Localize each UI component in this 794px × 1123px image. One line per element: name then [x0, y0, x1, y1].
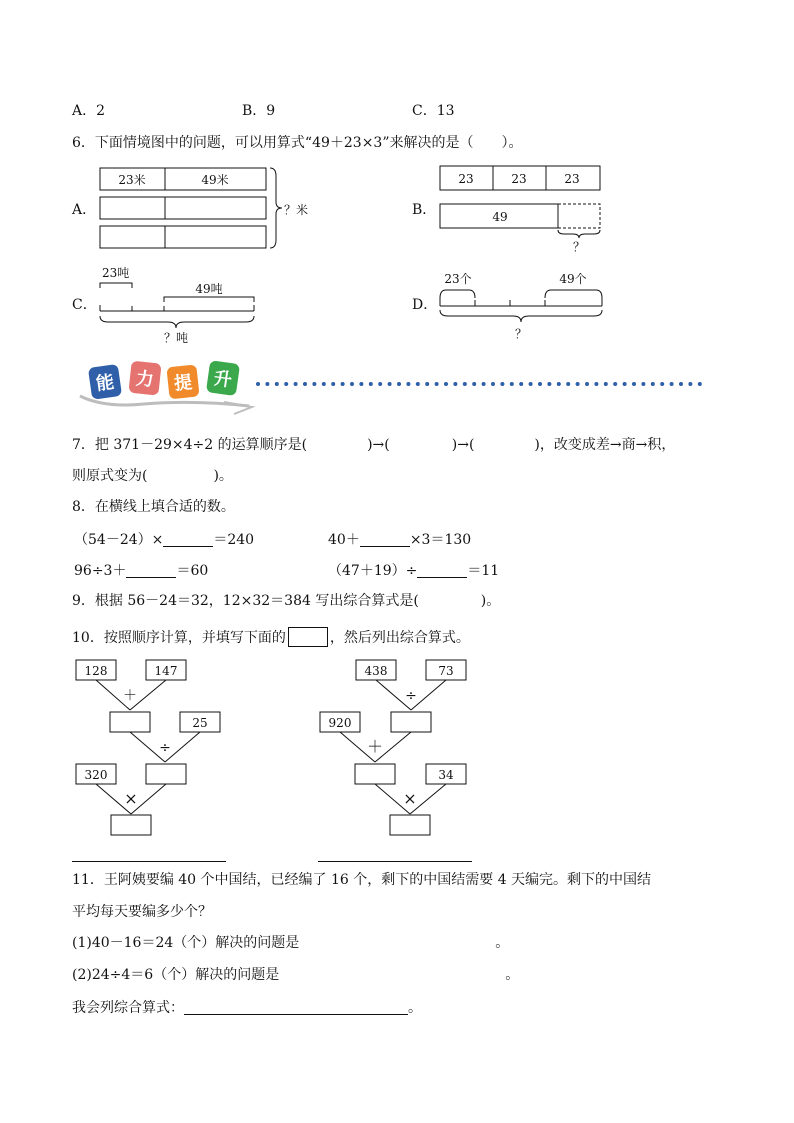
- q6-label-a[interactable]: A．: [72, 202, 97, 218]
- right-n2: 73: [438, 664, 454, 678]
- banner-dot: [303, 382, 307, 386]
- q11-part3: [72, 1000, 422, 1015]
- banner-dot: [585, 382, 589, 386]
- q10-box-symbol: [288, 627, 328, 647]
- b-top-3: 23: [564, 172, 580, 186]
- c-label: 49吨: [195, 282, 223, 296]
- q11-part1: [72, 936, 509, 950]
- banner-dot: [444, 382, 448, 386]
- banner-dot: [472, 382, 476, 386]
- q10-tree-right: [314, 656, 504, 841]
- b-question: ？: [572, 240, 586, 254]
- ability-banner: [74, 356, 714, 416]
- q11-part2-end: 。: [505, 967, 520, 983]
- d-total: ？: [514, 327, 528, 341]
- left-op1: ＋: [123, 688, 137, 704]
- q6-label-d[interactable]: D．: [412, 297, 438, 313]
- banner-tile-2: [128, 361, 161, 396]
- right-n3: 920: [328, 716, 352, 730]
- right-n1: 438: [364, 664, 388, 678]
- b-top-1: 23: [458, 172, 474, 186]
- q8-eq-3: [74, 563, 208, 578]
- q11-part2: [72, 968, 519, 982]
- q11-answer-line[interactable]: [184, 1000, 408, 1015]
- banner-dot: [331, 382, 335, 386]
- banner-dot: [463, 382, 467, 386]
- q5-option-c[interactable]: C．13: [412, 103, 455, 119]
- q7-text-a: 7．把 371－29×4÷2 的运算顺序是(: [72, 437, 308, 453]
- q8-eq-1-right: ＝240: [213, 532, 255, 548]
- right-op2: ＋: [366, 737, 384, 756]
- q8-eq-3-left: 96÷3＋: [74, 563, 127, 579]
- q7-text-c: 则原式变为(: [72, 468, 148, 484]
- q8-eq-2-right: ×3＝130: [409, 532, 472, 548]
- q11-line2: 平均每天要编多少个？: [72, 904, 212, 920]
- q8-eq-1-left: （54－24）×: [74, 532, 164, 548]
- q5-option-a[interactable]: A．2: [72, 103, 106, 119]
- banner-dot: [294, 382, 298, 386]
- q8-eq-2: [328, 532, 471, 547]
- banner-dot: [388, 382, 392, 386]
- banner-dot: [359, 382, 363, 386]
- banner-dot: [510, 382, 514, 386]
- left-n1: 128: [84, 664, 108, 678]
- svg-text:力: 力: [134, 368, 155, 391]
- q8-eq-1: [74, 532, 254, 547]
- banner-dot: [519, 382, 523, 386]
- banner-dot: [284, 382, 288, 386]
- q11-part3-end: 。: [408, 1000, 422, 1016]
- a-total: ？米: [284, 203, 309, 217]
- q6-diagram-b: [436, 162, 606, 256]
- q11-line1: 11．王阿姨要编 40 个中国结，已经编了 16 个，剩下的中国结需要 4 天编完。剩下的中国结: [72, 872, 652, 888]
- q8-blank-2[interactable]: [360, 532, 410, 547]
- q8-eq-4-right: ＝11: [467, 563, 500, 579]
- q10-answer-line-left[interactable]: [72, 860, 226, 862]
- q8-eq-4: [328, 563, 499, 578]
- right-op3: ×: [403, 789, 417, 808]
- c-total: ？吨: [163, 331, 189, 345]
- q7-text-d: )。: [213, 468, 233, 484]
- q8-eq-3-right: ＝60: [176, 563, 209, 579]
- banner-dot: [350, 382, 354, 386]
- left-op3: ×: [124, 789, 138, 808]
- banner-dot: [547, 382, 551, 386]
- q11-part3-text: 我会列综合算式：: [72, 1000, 184, 1016]
- banner-dot: [275, 382, 279, 386]
- banner-dot: [322, 382, 326, 386]
- q11-part1-end: 。: [495, 935, 510, 951]
- banner-dot: [491, 382, 495, 386]
- a-cell-23: 23米: [118, 173, 146, 187]
- right-n4: 34: [438, 768, 454, 782]
- left-op2: ÷: [159, 740, 171, 756]
- banner-dot: [604, 382, 608, 386]
- q10-line: [72, 627, 470, 647]
- banner-dot: [482, 382, 486, 386]
- banner-dot: [369, 382, 373, 386]
- banner-dot: [453, 382, 457, 386]
- svg-text:能: 能: [94, 371, 116, 395]
- banner-dot: [632, 382, 636, 386]
- q11-part2-text: (2)24÷4＝6（个）解决的问题是: [72, 967, 280, 983]
- banner-dot: [623, 382, 627, 386]
- banner-dot: [698, 382, 702, 386]
- left-n2: 147: [154, 664, 178, 678]
- q8-eq-4-left: （47＋19）÷: [328, 563, 418, 579]
- q7-text-b: )，改变成差→商→积，: [534, 437, 676, 453]
- banner-dot: [500, 382, 504, 386]
- banner-dotted-line: [256, 382, 702, 386]
- q6-diagram-c: [94, 258, 264, 348]
- c-segment: 23吨: [102, 266, 130, 280]
- q10-text-a: 10．按照顺序计算，并填写下面的: [72, 630, 286, 646]
- banner-dot: [613, 382, 617, 386]
- svg-text:升: 升: [212, 367, 234, 392]
- a-cell-49: 49米: [201, 173, 229, 187]
- q7-arrow-1: )→(: [367, 437, 390, 453]
- banner-dot: [641, 382, 645, 386]
- banner-dot: [688, 382, 692, 386]
- b-top-2: 23: [511, 172, 527, 186]
- banner-dot: [341, 382, 345, 386]
- banner-dot: [378, 382, 382, 386]
- banner-dot: [425, 382, 429, 386]
- d-left: 23个: [444, 272, 472, 286]
- q9-text-b: )。: [480, 593, 501, 609]
- q8-blank-1[interactable]: [163, 532, 213, 547]
- right-op1: ÷: [405, 688, 417, 704]
- q8-stem: 8．在横线上填合适的数。: [72, 499, 235, 515]
- banner-dot: [651, 382, 655, 386]
- q8-eq-2-left: 40＋: [328, 532, 360, 548]
- q6-diagram-d: [436, 262, 608, 344]
- banner-dot: [529, 382, 533, 386]
- banner-tile-3: [166, 364, 199, 399]
- left-n3: 25: [192, 716, 208, 730]
- banner-dot: [538, 382, 542, 386]
- banner-dot: [576, 382, 580, 386]
- banner-dot: [660, 382, 664, 386]
- banner-dot: [679, 382, 683, 386]
- q7-arrow-2: )→(: [451, 437, 475, 453]
- q7-line1: [72, 438, 675, 452]
- left-n4: 320: [84, 768, 108, 782]
- q10-answer-line-right[interactable]: [318, 860, 472, 862]
- banner-dot: [397, 382, 401, 386]
- q7-line2: [72, 469, 233, 483]
- b-bottom: 49: [492, 210, 508, 224]
- q8-blank-3[interactable]: [126, 563, 176, 578]
- q6-label-c[interactable]: C．: [72, 297, 97, 313]
- banner-dot: [265, 382, 269, 386]
- banner-dot: [670, 382, 674, 386]
- banner-dot: [557, 382, 561, 386]
- d-right: 49个: [559, 272, 587, 286]
- banner-dot: [256, 382, 260, 386]
- q6-label-b[interactable]: B．: [412, 202, 437, 218]
- banner-dot: [566, 382, 570, 386]
- banner-tile-1: [88, 364, 122, 400]
- q9-line: [72, 594, 500, 608]
- q10-tree-left: [70, 656, 260, 841]
- banner-dot: [435, 382, 439, 386]
- q10-text-b: ，然后列出综合算式。: [329, 630, 470, 646]
- banner-dot: [416, 382, 420, 386]
- q8-blank-4[interactable]: [417, 563, 467, 578]
- q6-stem: 6．下面情境图中的问题，可以用算式“49＋23×3”来解决的是（ ）。: [72, 135, 523, 151]
- svg-text:提: 提: [173, 372, 194, 395]
- q9-text-a: 9．根据 56－24＝32，12×32＝384 写出综合算式是(: [72, 593, 419, 609]
- q5-option-b[interactable]: B．9: [242, 103, 276, 119]
- banner-dot: [594, 382, 598, 386]
- banner-tile-4: [206, 360, 240, 396]
- banner-dot: [312, 382, 316, 386]
- q6-diagram-a: [96, 164, 326, 256]
- q11-part1-text: (1)40－16＝24（个）解决的问题是: [72, 935, 300, 951]
- banner-dot: [406, 382, 410, 386]
